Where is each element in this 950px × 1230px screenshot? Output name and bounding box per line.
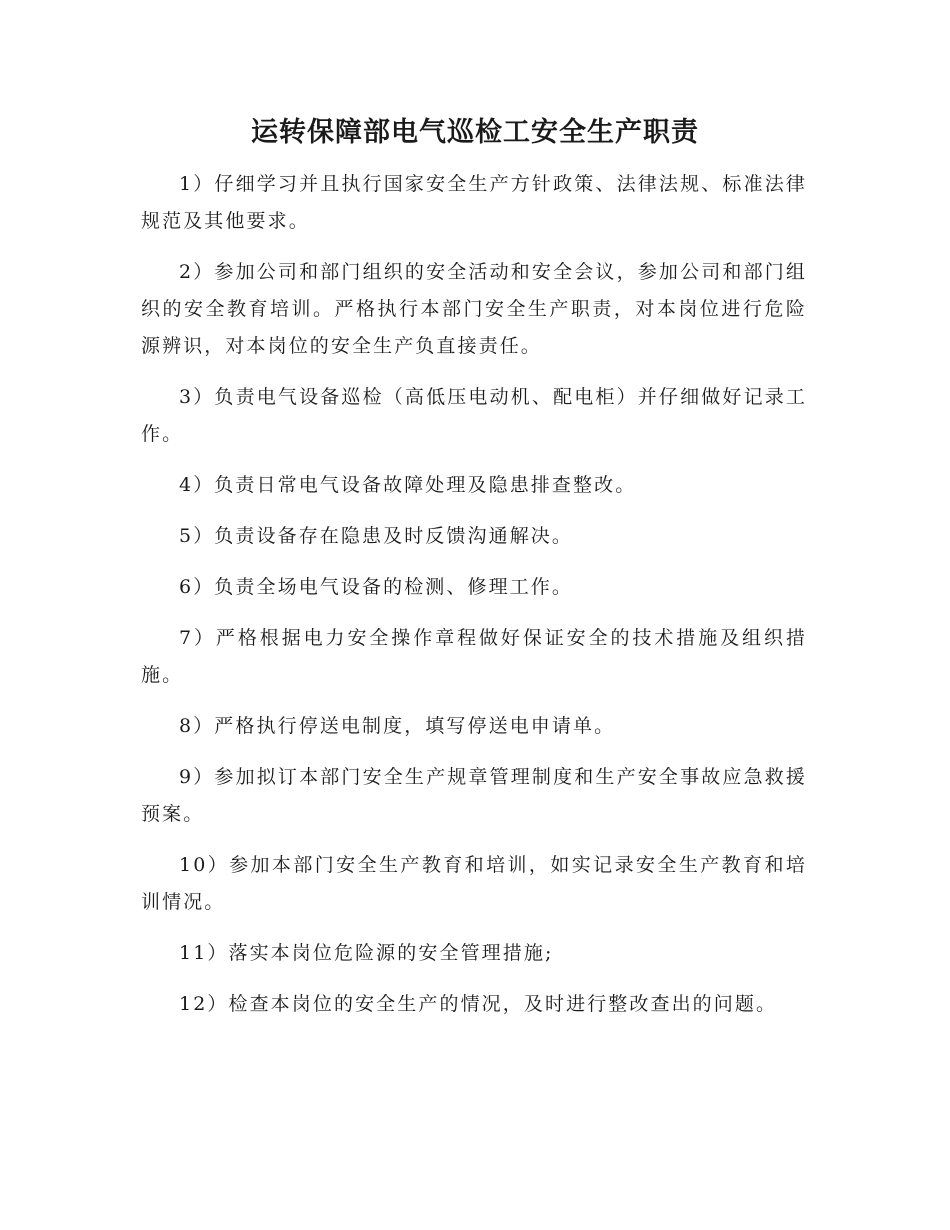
duty-item-1: 1）仔细学习并且执行国家安全生产方针政策、法律法规、标准法律规范及其他要求。 (141, 173, 807, 232)
document-body (141, 166, 807, 1037)
duty-item-3: 3）负责电气设备巡检（高低压电动机、配电柜）并仔细做好记录工作。 (141, 386, 807, 445)
duty-item-4: 4）负责日常电气设备故障处理及隐患排查整改。 (179, 474, 637, 496)
document-title: 运转保障部电气巡检工安全生产职责 (251, 117, 699, 148)
duty-item-5: 5）负责设备存在隐患及时反馈沟通解决。 (179, 525, 573, 547)
duty-item-10: 10）参加本部门安全生产教育和培训，如实记录安全生产教育和培训情况。 (141, 854, 807, 913)
duty-item-7: 7）严格根据电力安全操作章程做好保证安全的技术措施及组织措施。 (141, 627, 807, 686)
duty-item-9: 9）参加拟订本部门安全生产规章管理制度和生产安全事故应急救援预案。 (141, 766, 807, 825)
duty-item-6: 6）负责全场电气设备的检测、修理工作。 (179, 576, 573, 598)
duty-item-2: 2）参加公司和部门组织的安全活动和安全会议，参加公司和部门组织的安全教育培训。严格执行本部门安全生产职责，对本岗位进行危险源辨识，对本岗位的安全生产负直接责任。 (141, 261, 807, 357)
duty-item-12: 12）检查本岗位的安全生产的情况，及时进行整改查出的问题。 (179, 993, 778, 1015)
duty-item-8: 8）严格执行停送电制度，填写停送电申请单。 (179, 715, 616, 737)
duty-item-11: 11）落实本岗位危险源的安全管理措施; (179, 942, 554, 964)
